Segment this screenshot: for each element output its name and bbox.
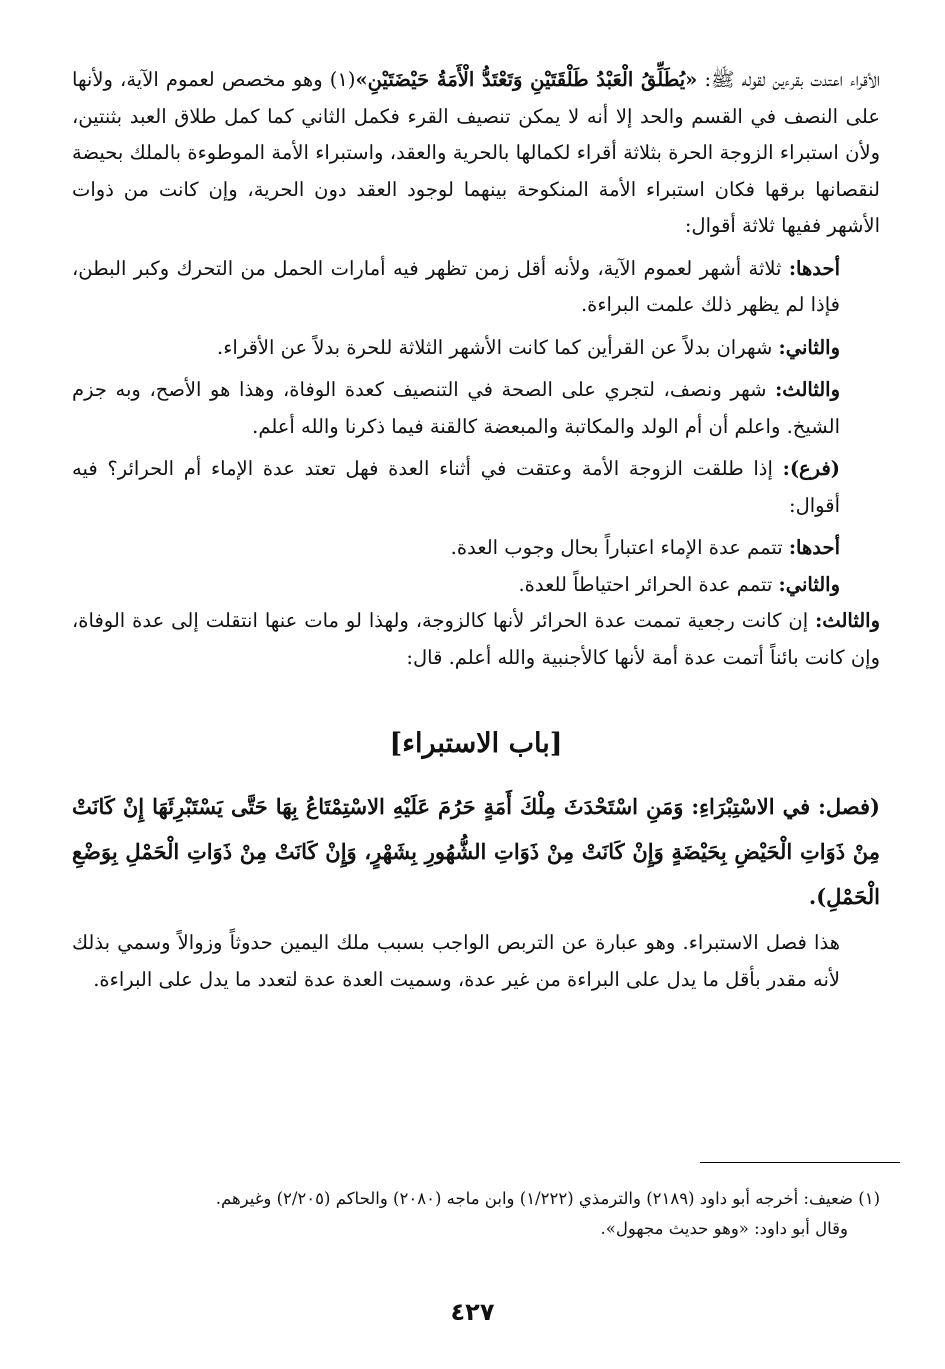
option-three <box>72 372 880 445</box>
footnotes <box>72 1184 880 1244</box>
fasl-text: (فصل: في الاسْتِبْرَاءِ: وَمَنِ اسْتَحْدَثَ مِلْكَ أَمَةٍ حَرُمَ عَلَيْهِ الاسْتِمْتَاعُ بِهَا حَتَّى يَسْتَبْرِئَهَا إِنْ كَانَتْ مِنْ ذَوَاتِ الْحَيْضِ بِحَيْضَةٍ وَإِنْ كَانَتْ مِنْ ذَوَاتِ الشُّهُورِ بِشَهْرٍ، وَإِنْ كَانَتْ مِنْ ذَوَاتِ الْحَمْلِ بِوَضْعِ الْحَمْلِ). <box>72 794 880 909</box>
far-option-three <box>72 603 880 676</box>
far-option-two <box>72 567 880 604</box>
footnote-two: وقال أبو داود: «وهو حديث مجهول». <box>600 1219 848 1238</box>
main-text <box>72 62 880 998</box>
paragraph-aqraa <box>72 62 880 245</box>
option-text: إن كانت رجعية تممت عدة الحرائر لأنها كالزوجة، ولهذا لو مات عنها انتقلت إلى عدة الوفاة، وإن كانت بائناً أتمت عدة أمة لأنها كالأجنبية والله أعلم. قال: <box>72 609 880 669</box>
option-label: والثالث: <box>815 609 880 632</box>
option-label: والثالث: <box>775 378 840 401</box>
option-text: شهر ونصف، لتجري على الصحة في التنصيف كعدة الوفاة، وهذا هو الأصح، وبه جزم الشيخ. واعلم أن أم الولد والمكاتبة والمبعضة كالقنة فيما ذكرنا والله أعلم. <box>72 378 840 438</box>
option-text: تتمم عدة الإماء اعتباراً بحال وجوب العدة. <box>450 536 789 559</box>
page-number: ٤٢٧ <box>450 1298 495 1326</box>
option-text: ثلاثة أشهر لعموم الآية، ولأنه أقل زمن تظهر فيه أمارات الحمل من التحرك وكبر البطن، فإذا لم يظهر ذلك علمت البراءة. <box>72 256 840 316</box>
option-two <box>72 330 880 367</box>
footnote-one: (١) ضعيف: أخرجه أبو داود (٢١٨٩) والترمذي (١/٢٢٢) وابن ماجه (٢٠٨٠) والحاكم (٢/٢٠٥) وغيرهم. <box>215 1189 880 1208</box>
far-question <box>72 451 880 524</box>
far-option-one <box>72 530 880 567</box>
option-text: شهران بدلاً عن القرأين كما كانت الأشهر الثلاثة للحرة بدلاً عن الأقراء. <box>217 335 779 359</box>
text-run: (١) وهو مخصص لعموم الآية، ولأنها على النصف في القسم والحد إلا أنه لا يمكن تنصيف القرء فكمل الثاني كما كمل طلاق العبد بثنتين، ولأن استبراء الزوجة الحرة بثلاثة أقراء لكمالها بالحرية والعقد، واستبراء الأمة الموطوءة بالملك بحيضة لنقصانها برقها فكان استبراء الأمة المنكوحة بينهما لوجود العقد دون الحرية، وإن كانت من ذوات الأشهر ففيها ثلاثة أقوال: <box>72 68 880 237</box>
option-label: أحدها: <box>788 536 840 559</box>
hadith-quote: «يُطَلِّقُ الْعَبْدُ طَلْقَتَيْنِ وَتَعْتَدُّ الْأَمَةُ حَيْضَتَيْنِ» <box>355 68 698 91</box>
option-label: أحدها: <box>788 256 840 280</box>
far-label: (فرع): <box>782 457 840 480</box>
text-run: الأقراء اعتدت بقرءين لقوله ﷺ: <box>697 68 880 91</box>
option-label: والثاني: <box>778 572 840 596</box>
far-text: إذا طلقت الزوجة الأمة وعتقت في أثناء العدة فهل تعتد عدة الإماء أم الحرائر؟ فيه أقوال: <box>72 457 840 517</box>
footnote-divider <box>700 1162 900 1163</box>
paragraph-istibra: هذا فصل الاستبراء. وهو عبارة عن التربص الواجب بسبب ملك اليمين حدوثاً وزوالاً وسمي بذلك لأنه مقدر بأقل ما يدل على البراءة من غير عدة، وسميت العدة عدة لتعدد ما يدل على البراءة. <box>72 931 840 991</box>
option-one <box>72 251 880 324</box>
option-text: تتمم عدة الحرائر احتياطاً للعدة. <box>518 572 779 596</box>
option-label: والثاني: <box>778 335 840 359</box>
chapter-heading: [باب الاستبراء] <box>389 728 563 759</box>
